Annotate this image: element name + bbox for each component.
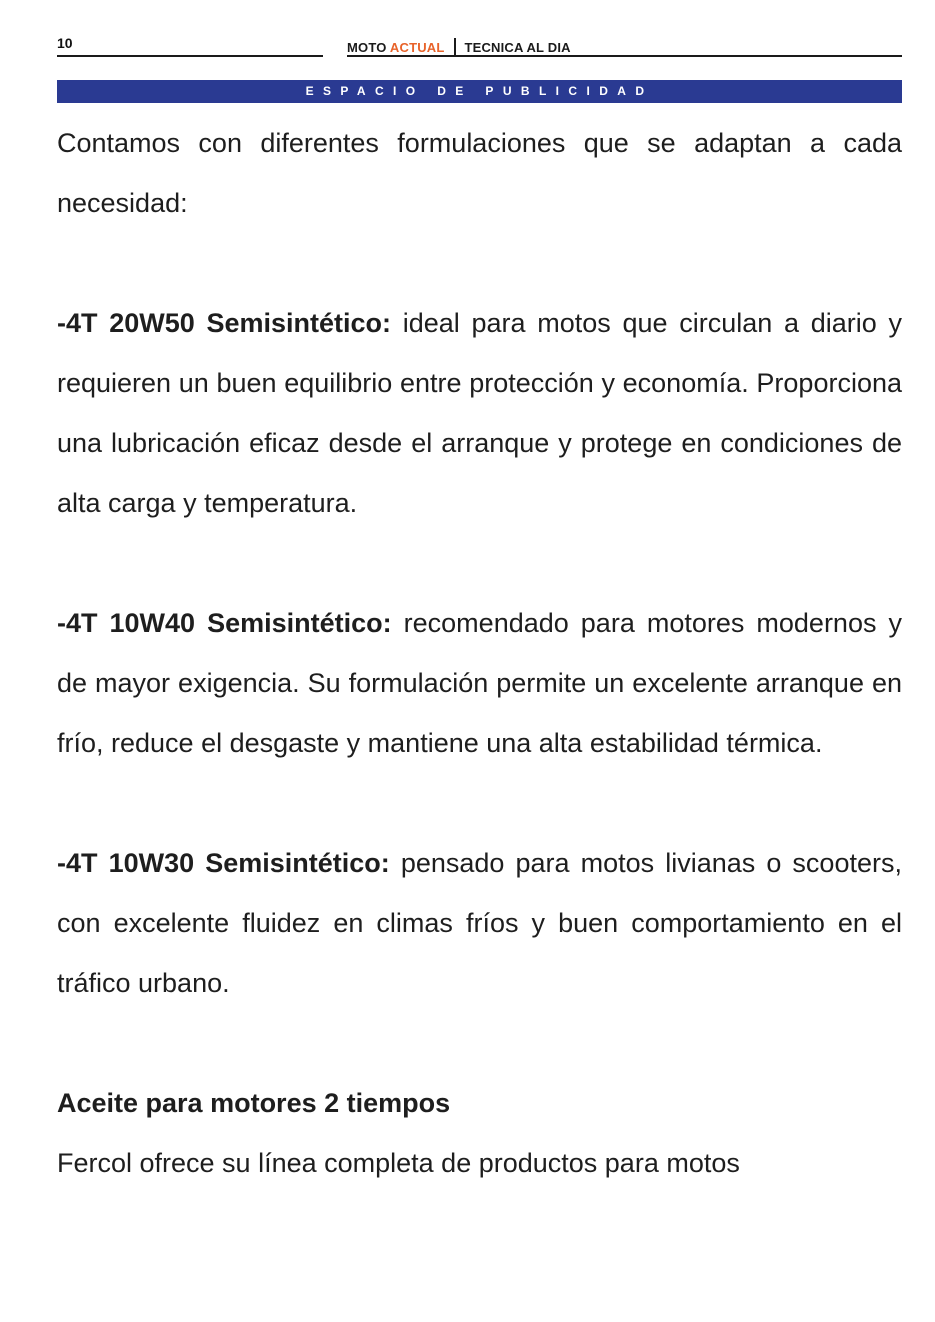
product-paragraph-20w50 — [57, 293, 902, 533]
paragraph-gap — [57, 533, 902, 593]
masthead — [347, 38, 571, 55]
product-name: -4T 10W40 Semisintético: — [57, 608, 392, 638]
ad-space-banner: ESPACIO DE PUBLICIDAD — [57, 80, 902, 103]
section-title: TECNICA AL DIA — [464, 40, 571, 55]
product-description: ideal para motos que circulan a diario y requieren un buen equilibrio entre protección y economía. Proporciona una lubricación eficaz desde el arranque y protege en condiciones de alta carga y temperatura. — [57, 308, 902, 518]
paragraph-gap — [57, 773, 902, 833]
closing-paragraph: Fercol ofrece su línea completa de productos para motos — [57, 1148, 740, 1178]
brand-moto: MOTO — [347, 40, 387, 55]
page-number: 10 — [57, 35, 73, 51]
product-paragraph-10w40 — [57, 593, 902, 773]
intro-paragraph: Contamos con diferentes formulaciones que se adaptan a cada necesidad: — [57, 128, 902, 218]
paragraph-gap — [57, 1013, 902, 1073]
subheading-2t-oil: Aceite para motores 2 tiempos — [57, 1088, 451, 1118]
product-name: -4T 20W50 Semisintético: — [57, 308, 392, 338]
product-paragraph-10w30 — [57, 833, 902, 1013]
product-description: recomendado para motores modernos y de mayor exigencia. Su formulación permite un excelente arranque en frío, reduce el desgaste y mantiene una alta estabilidad térmica. — [57, 608, 902, 758]
paragraph-gap — [57, 233, 902, 293]
masthead-divider — [454, 38, 456, 55]
header-rule-right — [347, 55, 902, 57]
article-body — [57, 113, 902, 1193]
product-description: pensado para motos livianas o scooters, con excelente fluidez en climas fríos y buen comportamiento en el tráfico urbano. — [57, 848, 902, 998]
page-header — [57, 30, 902, 60]
product-name: -4T 10W30 Semisintético: — [57, 848, 390, 878]
header-rule-left — [57, 55, 323, 57]
brand-actual: ACTUAL — [389, 40, 445, 55]
